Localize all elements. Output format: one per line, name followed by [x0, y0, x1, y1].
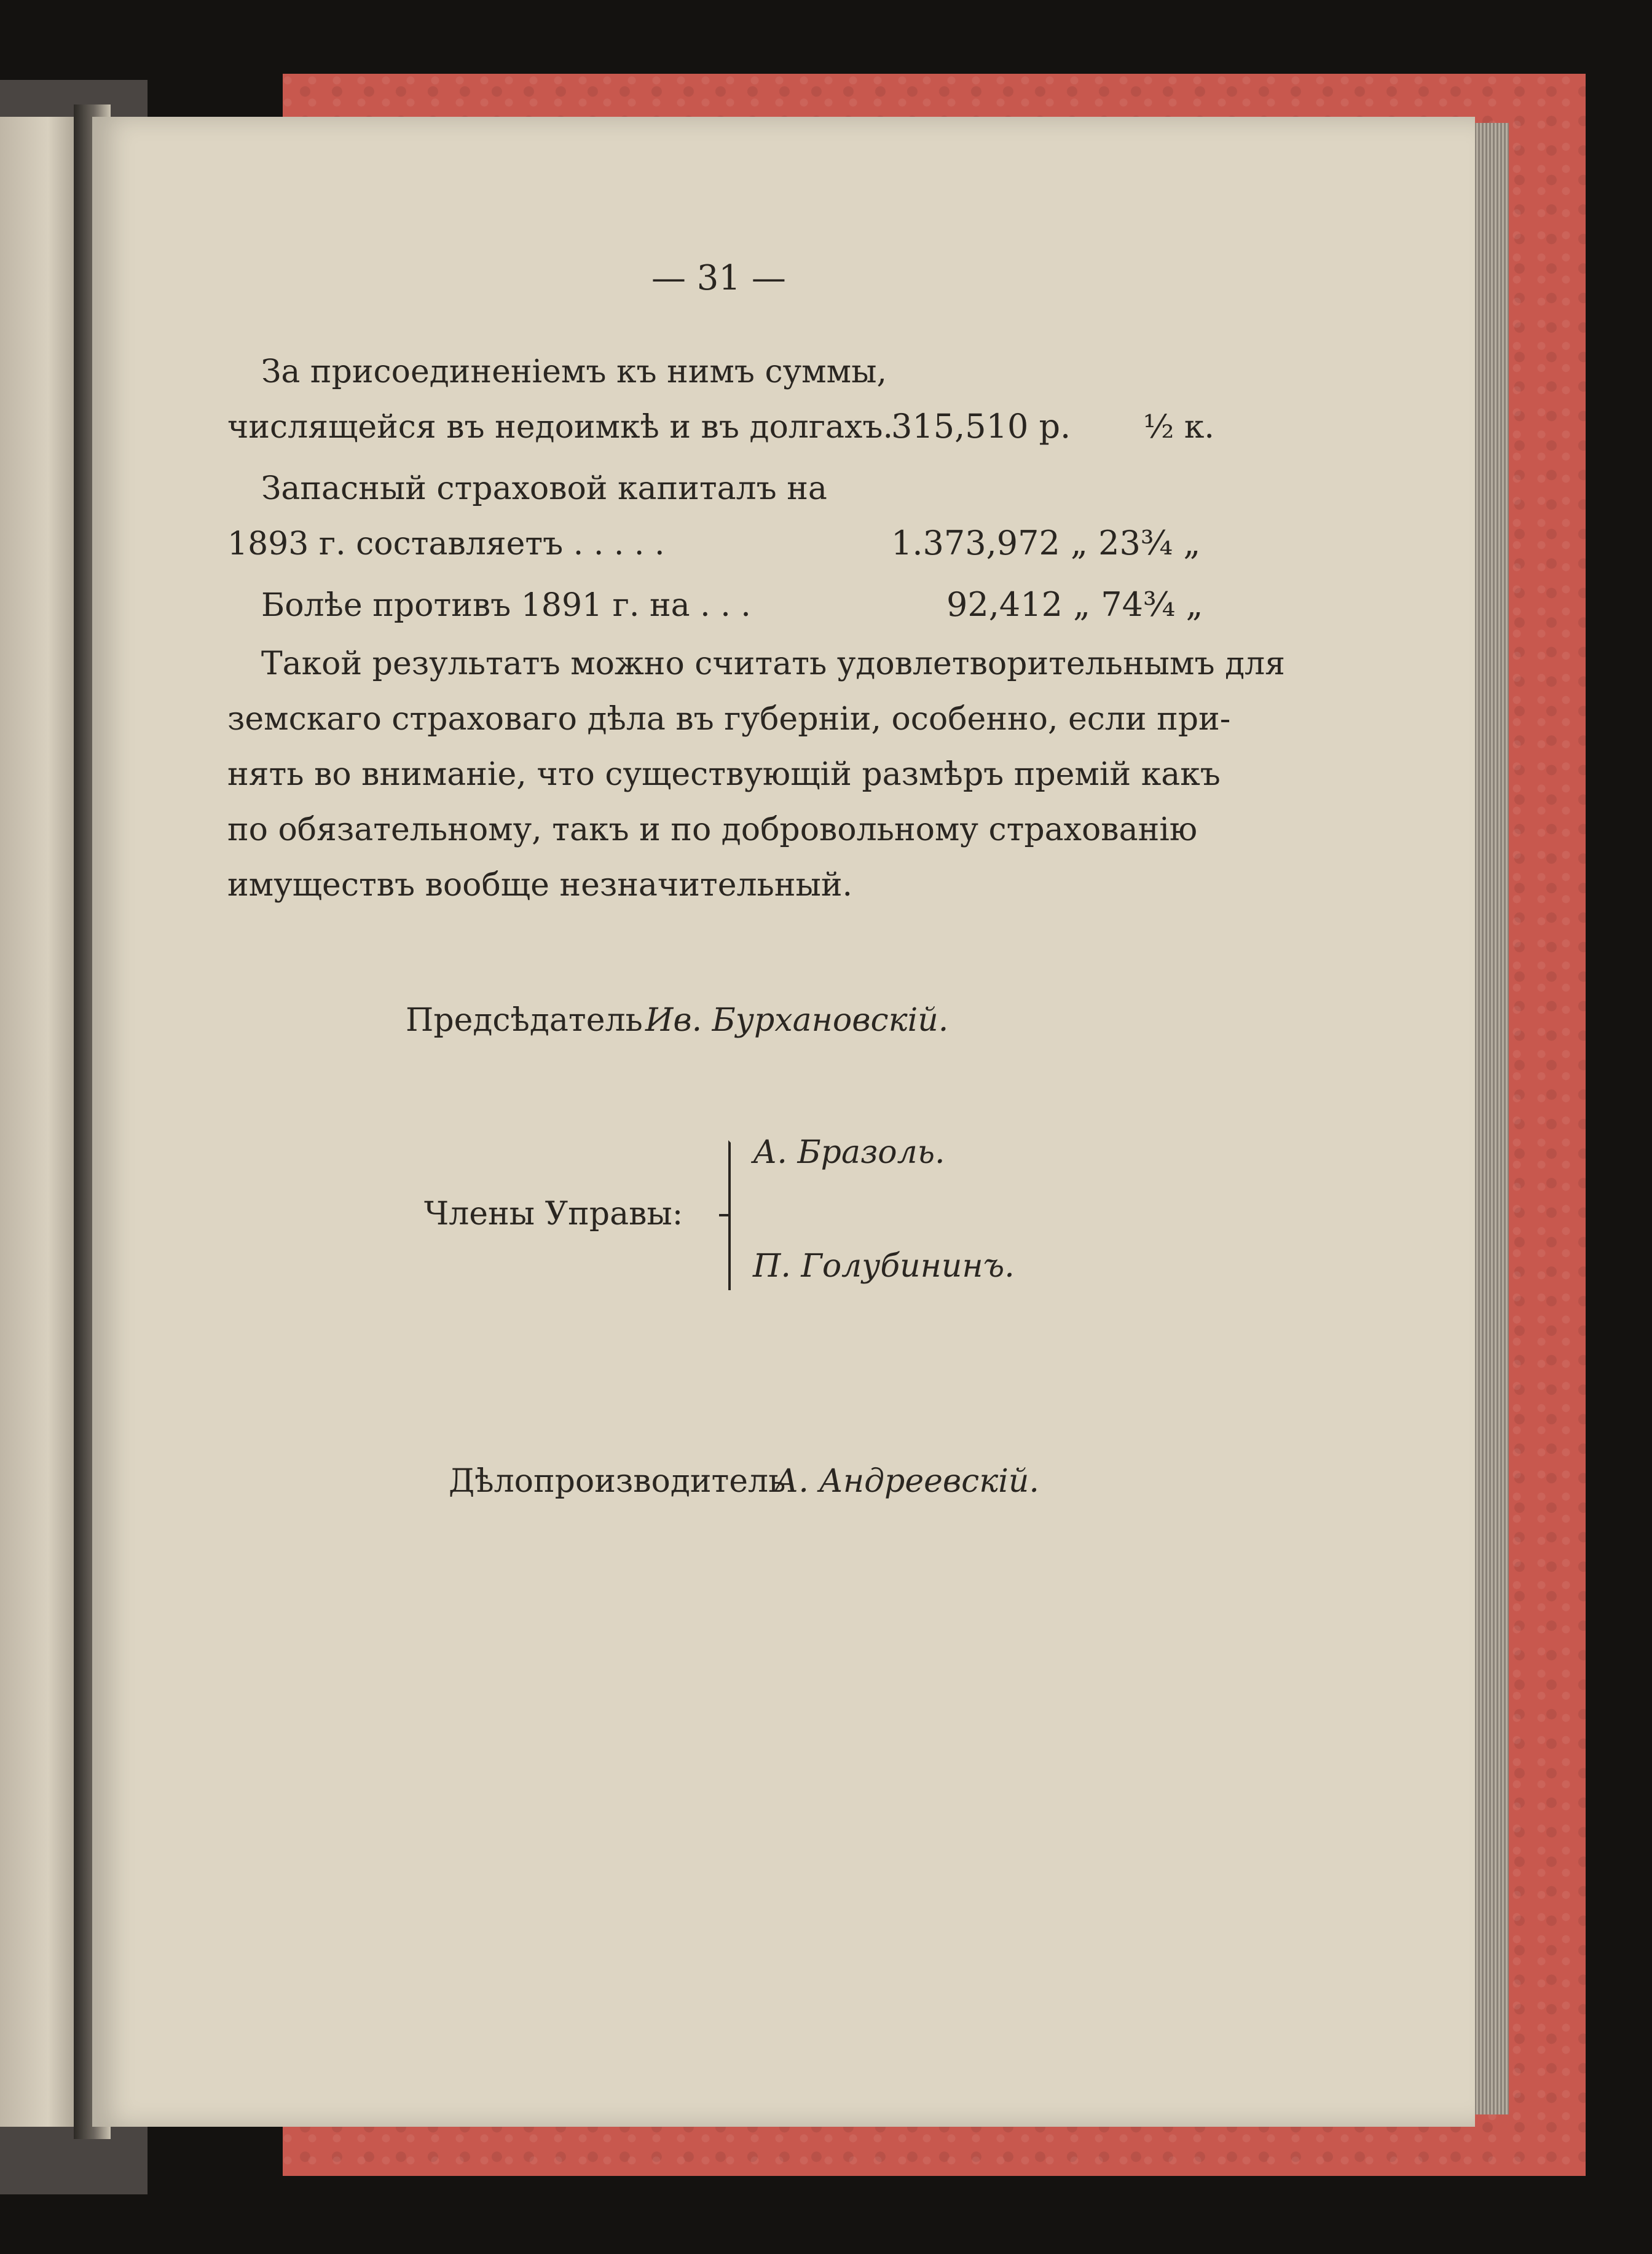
chair-signature: Ив. Бурхановскій. — [645, 1002, 949, 1039]
paragraph-line-3: нять во вниманіе, что существующій размѣръ премій какъ — [227, 756, 1221, 793]
clerk-label: Дѣлопроизводитель — [449, 1463, 786, 1500]
clerk-signature: А. Андреевскій. — [774, 1463, 1039, 1500]
text-line-3: Запасный страховой капиталъ на — [261, 470, 827, 507]
kopecks-half: ½ к. — [1143, 409, 1214, 446]
text-line-4: 1893 г. составляетъ . . . . . — [227, 526, 665, 562]
members-brace — [728, 1140, 748, 1290]
text-line-2: числящейся въ недоимкѣ и въ долгахъ. — [227, 409, 893, 446]
amount-1373972: 1.373,972 „ 23¾ „ — [891, 524, 1201, 562]
chair-label: Предсѣдатель — [406, 1002, 643, 1039]
paragraph-line-1: Такой результатъ можно считать удовлетворительнымъ для — [261, 645, 1285, 682]
text-line-1: За присоединеніемъ къ нимъ суммы, — [261, 353, 887, 390]
members-brace-tip — [719, 1214, 730, 1216]
facing-page-edge — [0, 117, 80, 2127]
member-signature-2: П. Голубининъ. — [753, 1248, 1015, 1285]
amount-92412: 92,412 „ 74¾ „ — [946, 585, 1203, 624]
paragraph-line-4: по обязательному, такъ и по добровольному страхованію — [227, 811, 1198, 848]
amount-315510: 315,510 р. — [891, 407, 1071, 446]
book-page — [92, 117, 1475, 2127]
member-signature-1: А. Бразоль. — [753, 1134, 945, 1171]
page-number: — 31 — — [651, 258, 786, 298]
text-line-5: Болѣе противъ 1891 г. на . . . — [261, 587, 751, 624]
paragraph-line-5: имуществъ вообще незначительный. — [227, 867, 853, 904]
paragraph-line-2: земскаго страховаго дѣла въ губерніи, особенно, если при- — [227, 701, 1231, 738]
members-label: Члены Управы: — [424, 1196, 683, 1232]
